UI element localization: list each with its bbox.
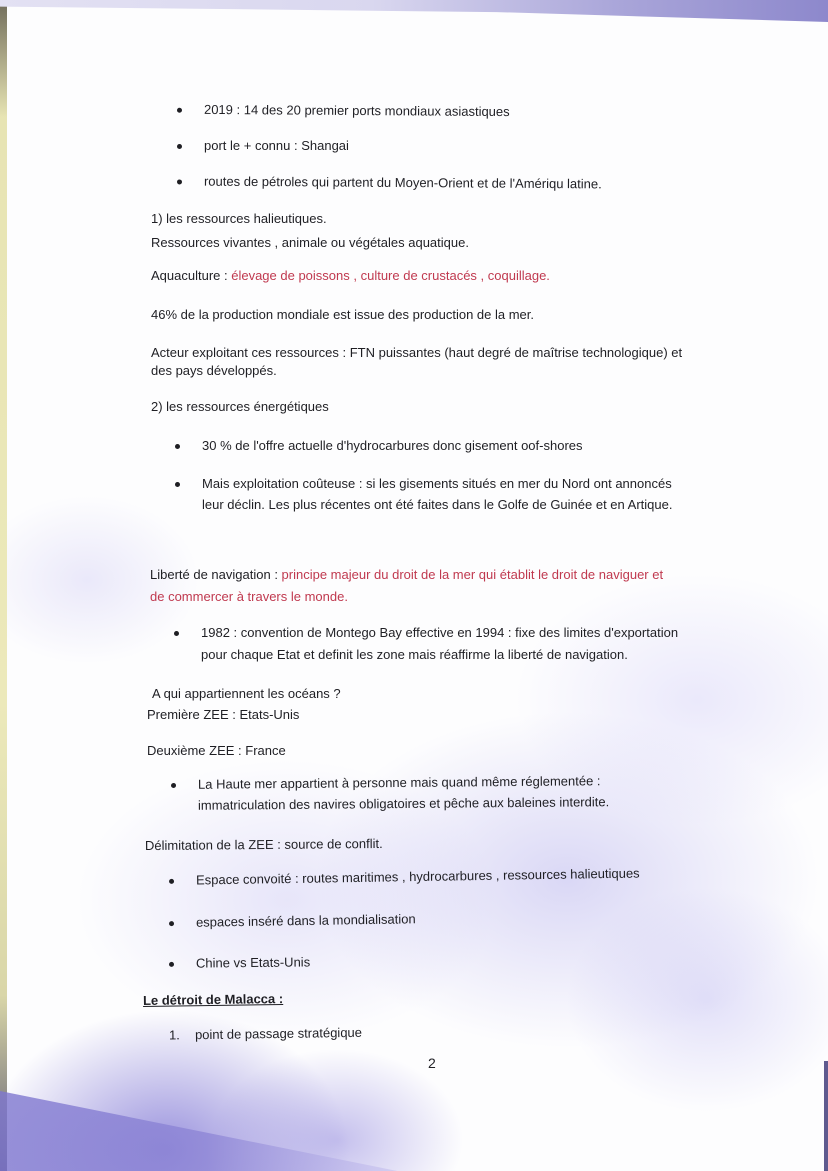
aquaculture-value: élevage de poissons , culture de crustacés , coquillage. [231,268,550,283]
energy-bullet-2-cont: leur déclin. Les plus récentes ont été faites dans le Golfe de Guinée et en Artique. [202,497,673,512]
malacca-heading: Le détroit de Malacca : [142,991,284,1008]
navigation-label: Liberté de navigation : [150,567,282,582]
conflict-bullet-1: Espace convoité : routes maritimes , hydrocarbures , ressources halieutiques [195,865,640,888]
production-stat: 46% de la production mondiale est issue des production de la mer. [151,307,535,322]
montego-bullet-cont: pour chaque Etat et definit les zone mais réaffirme la liberté de navigation. [201,647,628,662]
malacca-item-number: 1. [168,1027,180,1043]
second-zee: Deuxième ZEE : France [147,743,286,758]
conflict-bullet-3: Chine vs Etats-Unis [195,954,311,971]
energy-bullet-2: Mais exploitation coûteuse : si les gisements situés en mer du Nord ont annoncés [202,476,672,491]
aquaculture-line [151,267,550,285]
navigation-definition: principe majeur du droit de la mer qui établit le droit de naviguer et [281,567,664,582]
intro-bullet-1: 2019 : 14 des 20 premier ports mondiaux asiastiques [203,101,510,120]
malacca-item-1 [168,1024,363,1044]
malacca-item-text: point de passage stratégique [194,1024,363,1043]
aquaculture-label: Aquaculture : [151,268,232,283]
section1-definition: Ressources vivantes , animale ou végétales aquatique. [151,235,469,250]
section2-heading: 2) les ressources énergétiques [151,399,329,414]
first-zee: Première ZEE : Etats-Unis [147,707,300,722]
intro-bullet-2: port le + connu : Shangai [204,138,349,153]
actors-line-2: des pays développés. [151,363,277,378]
page-number: 2 [428,1055,436,1071]
high-sea-bullet-cont: immatriculation des navires obligatoires et pêche aux baleines interdite. [197,794,610,813]
navigation-line-1 [150,566,663,584]
zee-delimitation: Délimitation de la ZEE : source de conflit. [144,835,383,854]
navigation-line-2: de commercer à travers le monde. [150,589,348,604]
actors-line-1: Acteur exploitant ces ressources : FTN puissantes (haut degré de maîtrise technologique) et [151,345,683,360]
montego-bullet: 1982 : convention de Montego Bay effective en 1994 : fixe des limites d'exportation [201,625,679,640]
intro-bullet-3: routes de pétroles qui partent du Moyen-Orient et de l'Amériqu latine. [203,173,602,192]
oceans-question: A qui appartiennent les océans ? [152,686,341,701]
conflict-bullet-2: espaces inséré dans la mondialisation [195,911,416,930]
high-sea-bullet: La Haute mer appartient à personne mais quand même réglementée : [197,773,601,792]
energy-bullet-1: 30 % de l'offre actuelle d'hydrocarbures donc gisement oof-shores [202,438,583,453]
section1-heading: 1) les ressources halieutiques. [151,211,327,226]
